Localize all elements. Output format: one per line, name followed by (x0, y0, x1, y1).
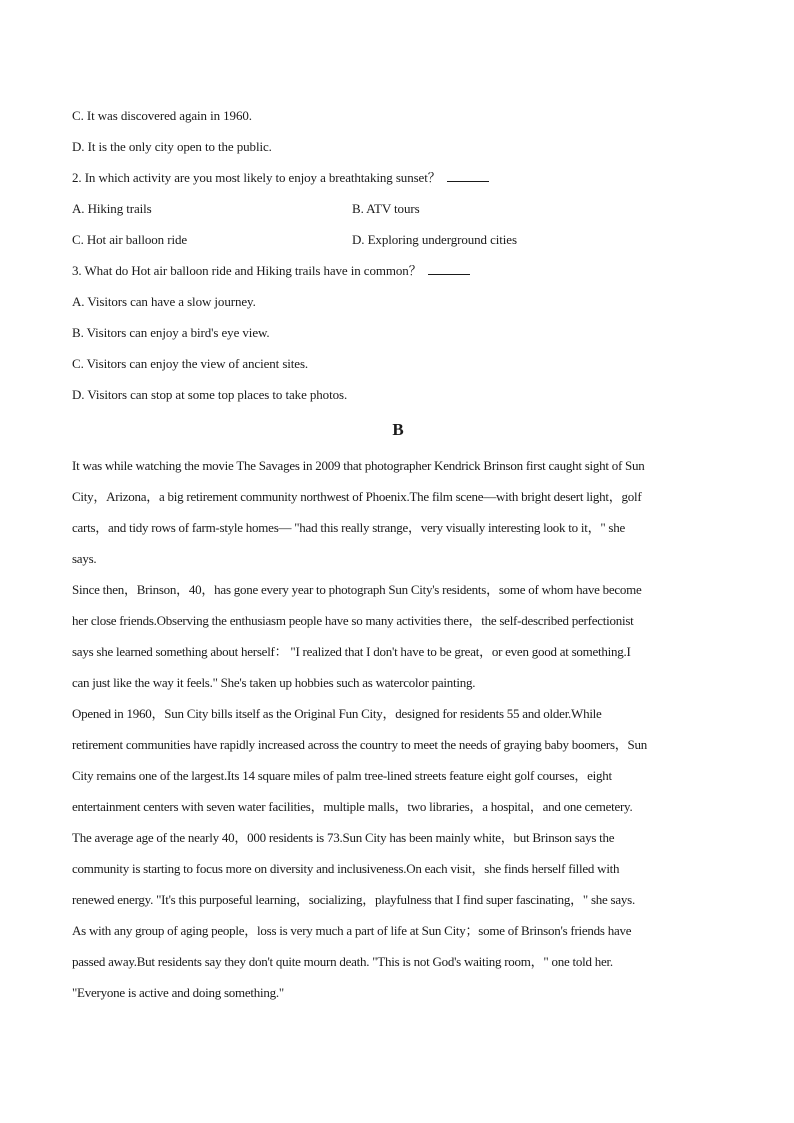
q2-stem-text: 2. In which activity are you most likely to enjoy a breathtaking sunset？ (72, 170, 441, 185)
passage-line: passed away.But residents say they don't quite mourn death. "This is not God's waiting room，" one told her. (72, 954, 613, 969)
section-b-passage (72, 450, 724, 1008)
page-content (72, 100, 724, 1008)
q2-option-c: C. Hot air balloon ride (72, 232, 188, 247)
passage-line: The average age of the nearly 40，000 residents is 73.Sun City has been mainly white，but Brinson says the (72, 830, 615, 845)
q2-answer-blank (447, 169, 489, 182)
q2-stem (72, 162, 724, 193)
passage-line: Opened in 1960，Sun City bills itself as the Original Fun City，designed for residents 55 and older.While (72, 706, 602, 721)
q2-options-row-2 (72, 224, 724, 255)
q3-stem-text: 3. What do Hot air balloon ride and Hiking trails have in common？ (72, 263, 422, 278)
passage-line: As with any group of aging people，loss is very much a part of life at Sun City；some of Brinson's friends have (72, 923, 632, 938)
q3-stem (72, 255, 724, 286)
passage-line: City，Arizona，a big retirement community northwest of Phoenix.The film scene—with bright desert light，golf (72, 489, 642, 504)
q2-option-a: A. Hiking trails (72, 201, 152, 216)
passage-line: It was while watching the movie The Savages in 2009 that photographer Kendrick Brinson first caught sight of Sun (72, 458, 645, 473)
q1-option-c: C. It was discovered again in 1960. (72, 108, 252, 123)
passage-line: Since then，Brinson，40，has gone every year to photograph Sun City's residents，some of whom have become (72, 582, 642, 597)
passage-line: "Everyone is active and doing something." (72, 985, 284, 1000)
q2-options-row-1 (72, 193, 724, 224)
passage-line: says she learned something about herself： "I realized that I don't have to be great，or even good at something.I (72, 644, 631, 659)
q2-option-b: B. ATV tours (352, 201, 420, 216)
passage-line: City remains one of the largest.Its 14 square miles of palm tree-lined streets feature eight golf courses，eight (72, 768, 612, 783)
passage-line: says. (72, 551, 97, 566)
q3-option-a: A. Visitors can have a slow journey. (72, 294, 256, 309)
q3-option-d: D. Visitors can stop at some top places to take photos. (72, 387, 348, 402)
q3-option-c: C. Visitors can enjoy the view of ancient sites. (72, 356, 309, 371)
q2-option-d: D. Exploring underground cities (352, 232, 517, 247)
section-b-heading: B (392, 420, 404, 439)
passage-line: entertainment centers with seven water facilities，multiple malls，two libraries，a hospital，and one cemetery. (72, 799, 633, 814)
passage-line: community is starting to focus more on diversity and inclusiveness.On each visit，she finds herself filled with (72, 861, 620, 876)
passage-line: carts，and tidy rows of farm-style homes— "had this really strange，very visually interesting look to it，" she (72, 520, 625, 535)
q1-option-d: D. It is the only city open to the public. (72, 139, 272, 154)
passage-line: can just like the way it feels." She's taken up hobbies such as watercolor painting. (72, 675, 476, 690)
passage-line: her close friends.Observing the enthusiasm people have so many activities there，the self-described perfectionist (72, 613, 634, 628)
passage-line: retirement communities have rapidly increased across the country to meet the needs of graying baby boomers，Sun (72, 737, 648, 752)
q3-answer-blank (428, 262, 470, 275)
passage-line: renewed energy. "It's this purposeful learning，socializing，playfulness that I find super fascinating，" she says. (72, 892, 635, 907)
q3-option-b: B. Visitors can enjoy a bird's eye view. (72, 325, 270, 340)
